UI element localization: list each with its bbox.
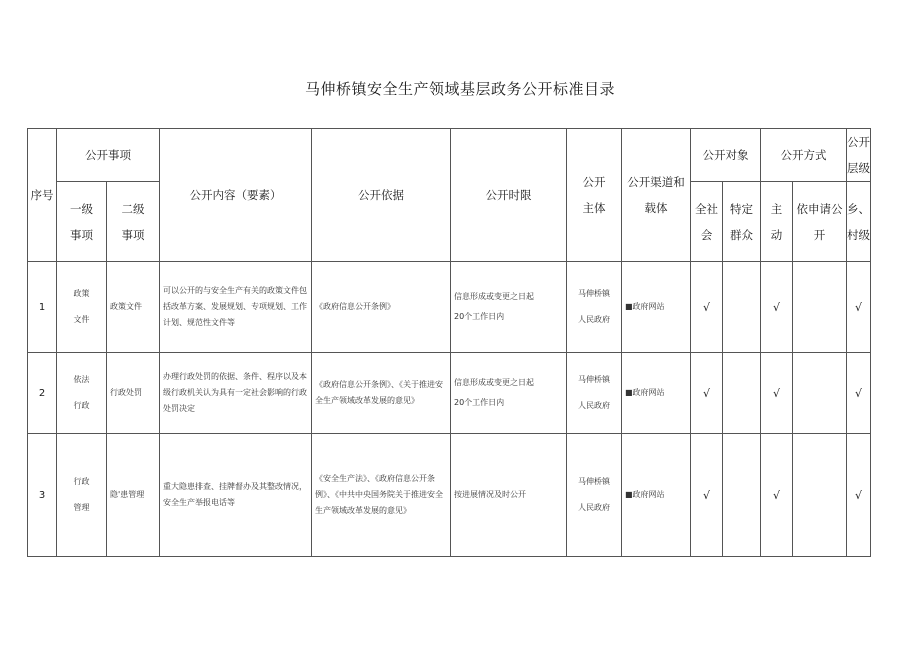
- row-level2: 隐'患管理: [107, 434, 160, 557]
- row-channel: ■政府网站: [622, 262, 691, 353]
- row-level2: 政策文件: [107, 262, 160, 353]
- row-basis: 《安全生产法》、《政府信息公开条例》、《中共中央国务院关于推进安全生产领域改革发展的意见》: [312, 434, 451, 557]
- row-check-specific: [723, 262, 761, 353]
- row-subject: 马伸桥镇 人民政府: [567, 353, 622, 434]
- row-check-active: √: [761, 353, 793, 434]
- row-basis: 《政府信息公开条例》、《关于推进安全生产领域改革发展的意见》: [312, 353, 451, 434]
- header-deadline: 公开时限: [451, 129, 567, 262]
- header-channel: 公开渠道和 载体: [622, 129, 691, 262]
- row-channel: ■政府网站: [622, 434, 691, 557]
- row-level2: 行政处罚: [107, 353, 160, 434]
- row-level1: 行政 管理: [57, 434, 107, 557]
- row-check-request: [793, 434, 847, 557]
- row-check-all: √: [691, 434, 723, 557]
- table-row: [28, 353, 871, 434]
- row-subject: 马伸桥镇 人民政府: [567, 262, 622, 353]
- header-level2: 二级 事项: [107, 182, 160, 262]
- row-check-all: √: [691, 262, 723, 353]
- row-channel: ■政府网站: [622, 353, 691, 434]
- row-check-active: √: [761, 434, 793, 557]
- header-basis: 公开依据: [312, 129, 451, 262]
- header-method-request: 依申请公 开: [793, 182, 847, 262]
- row-deadline: 信息形成或变更之日起 20个工作日内: [451, 262, 567, 353]
- row-deadline: 信息形成或变更之日起 20个工作日内: [451, 353, 567, 434]
- header-seq: 序号: [28, 129, 57, 262]
- row-level1: 依法 行政: [57, 353, 107, 434]
- row-seq: 3: [28, 434, 57, 557]
- row-check-all: √: [691, 353, 723, 434]
- page-title: 马伸桥镇安全生产领域基层政务公开标准目录: [304, 80, 615, 98]
- header-method-active: 主 动: [761, 182, 793, 262]
- header-target: 公开对象: [691, 129, 761, 182]
- row-check-active: √: [761, 262, 793, 353]
- row-deadline: 按进展情况及时公开: [451, 434, 567, 557]
- header-level-village: 乡、 村级: [847, 182, 871, 262]
- row-check-specific: [723, 353, 761, 434]
- row-check-village: √: [847, 434, 871, 557]
- header-target-all: 全社 会: [691, 182, 723, 262]
- row-check-village: √: [847, 262, 871, 353]
- row-check-village: √: [847, 353, 871, 434]
- table-row: [28, 434, 871, 557]
- row-subject: 马伸桥镇 人民政府: [567, 434, 622, 557]
- row-content: 可以公开的与安全生产有关的政策文件包括改革方案、发展规划、专项规划、工作计划、规范性文件等: [160, 262, 312, 353]
- header-target-specific: 特定 群众: [723, 182, 761, 262]
- header-method: 公开方式: [761, 129, 847, 182]
- header-level1: 一级 事项: [57, 182, 107, 262]
- row-content: 重大隐患排查、挂牌督办及其整改情况，安全生产举报电话等: [160, 434, 312, 557]
- catalog-table: [27, 128, 871, 557]
- header-subject: 公开 主体: [567, 129, 622, 262]
- header-matters: 公开事项: [57, 129, 160, 182]
- row-content: 办理行政处罚的依据、条件、程序以及本级行政机关认为具有一定社会影响的行政处罚决定: [160, 353, 312, 434]
- row-basis: 《政府信息公开条例》: [312, 262, 451, 353]
- row-seq: 1: [28, 262, 57, 353]
- header-content: 公开内容（要素）: [160, 129, 312, 262]
- row-check-specific: [723, 434, 761, 557]
- row-check-request: [793, 262, 847, 353]
- row-seq: 2: [28, 353, 57, 434]
- row-check-request: [793, 353, 847, 434]
- table-row: [28, 262, 871, 353]
- row-level1: 政策 文件: [57, 262, 107, 353]
- header-level: 公开 层级: [847, 129, 871, 182]
